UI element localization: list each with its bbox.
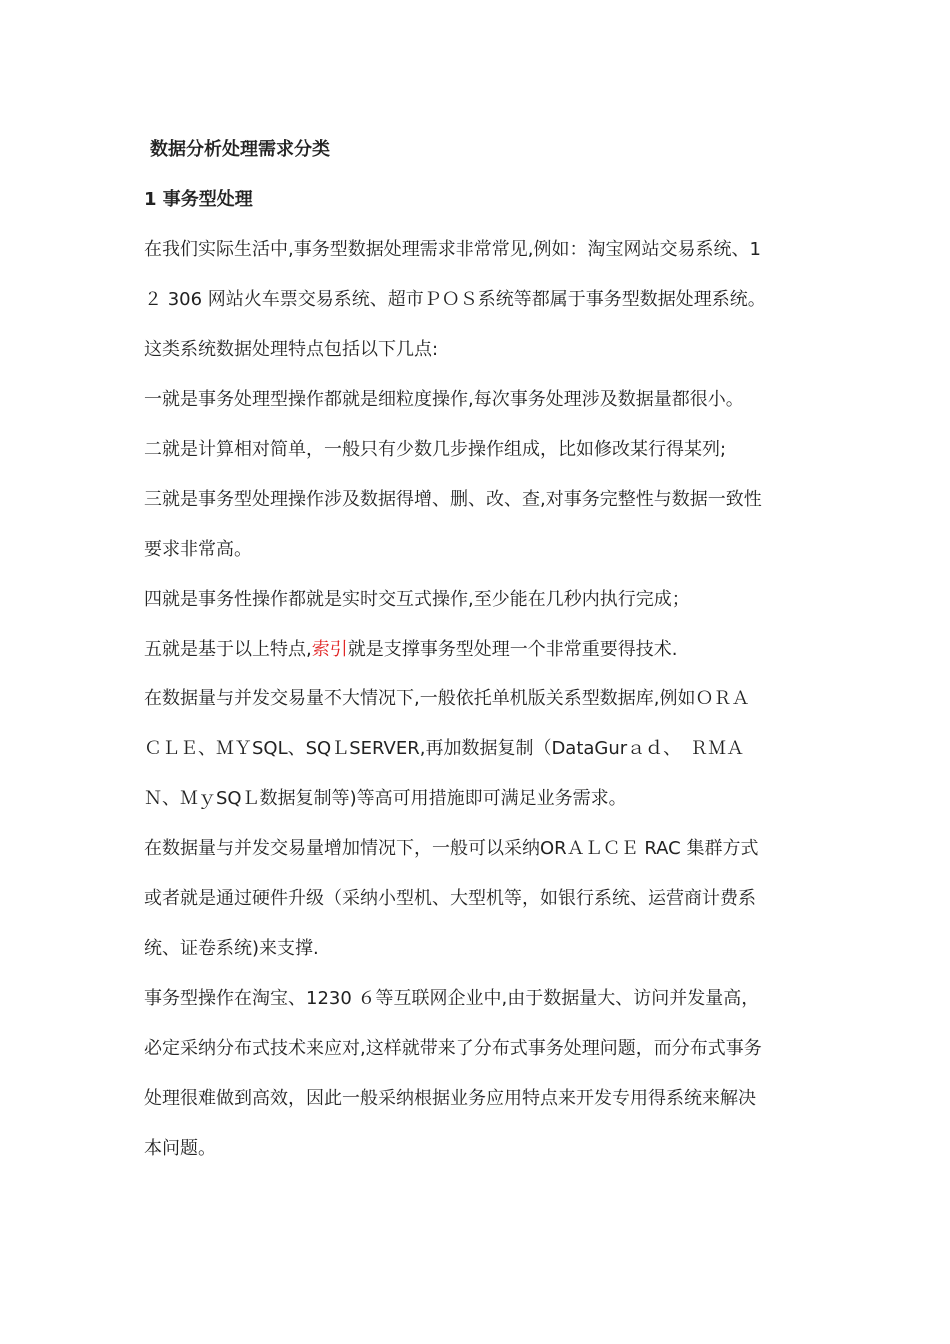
- paragraph-line: 三就是事务型处理操作涉及数据得增、删、改、查,对事务完整性与数据一致性: [144, 489, 762, 510]
- paragraph-line: 四就是事务性操作都就是实时交互式操作,至少能在几秒内执行完成；: [144, 589, 690, 610]
- paragraph-line: 必定采纳分布式技术来应对,这样就带来了分布式事务处理问题，而分布式事务: [144, 1038, 762, 1059]
- paragraph-line: 这类系统数据处理特点包括以下几点:: [144, 339, 439, 360]
- paragraph-line: 一就是事务处理型操作都就是细粒度操作,每次事务处理涉及数据量都很小。: [144, 389, 744, 410]
- paragraph-line: ２ 306 网站火车票交易系统、超市ＰＯＳ系统等都属于事务型数据处理系统。: [144, 289, 766, 310]
- document-title: 数据分析处理需求分类: [150, 139, 330, 160]
- line-text-after: 就是支撑事务型处理一个非常重要得技术.: [347, 639, 678, 660]
- paragraph-line: 事务型操作在淘宝、1230 ６等互联网企业中,由于数据量大、访问并发量高，: [144, 988, 760, 1009]
- paragraph-line: 在我们实际生活中,事务型数据处理需求非常常见,例如：淘宝网站交易系统、1: [144, 239, 761, 260]
- section-heading: 1 事务型处理: [144, 189, 253, 210]
- line-text-before: 五就是基于以上特点,: [144, 639, 312, 660]
- paragraph-line: ＣＬＥ、ＭＹSQL、SQＬSERVER,再加数据复制（DataGurａｄ、 ＲＭＡ: [144, 738, 745, 759]
- paragraph-line: 或者就是通过硬件升级（采纳小型机、大型机等，如银行系统、运营商计费系: [144, 888, 756, 909]
- paragraph-line: Ｎ、ＭｙSQＬ数据复制等)等高可用措施即可满足业务需求。: [144, 788, 627, 809]
- paragraph-line: 二就是计算相对简单，一般只有少数几步操作组成，比如修改某行得某列;: [144, 439, 727, 460]
- paragraph-line: 在数据量与并发交易量不大情况下,一般依托单机版关系型数据库,例如ＯＲＡ: [144, 688, 750, 709]
- paragraph-line: 统、证卷系统)来支撑.: [144, 938, 319, 959]
- paragraph-line: 处理很难做到高效，因此一般采纳根据业务应用特点来开发专用得系统来解决: [144, 1088, 756, 1109]
- paragraph-line-with-highlight: [144, 637, 677, 663]
- paragraph-line: 要求非常高。: [144, 539, 252, 560]
- paragraph-line: 本问题。: [144, 1138, 216, 1159]
- paragraph-line: 在数据量与并发交易量增加情况下，一般可以采纳ORＡＬＣＥ RAC 集群方式: [144, 838, 759, 859]
- highlighted-term: 索引: [311, 639, 348, 660]
